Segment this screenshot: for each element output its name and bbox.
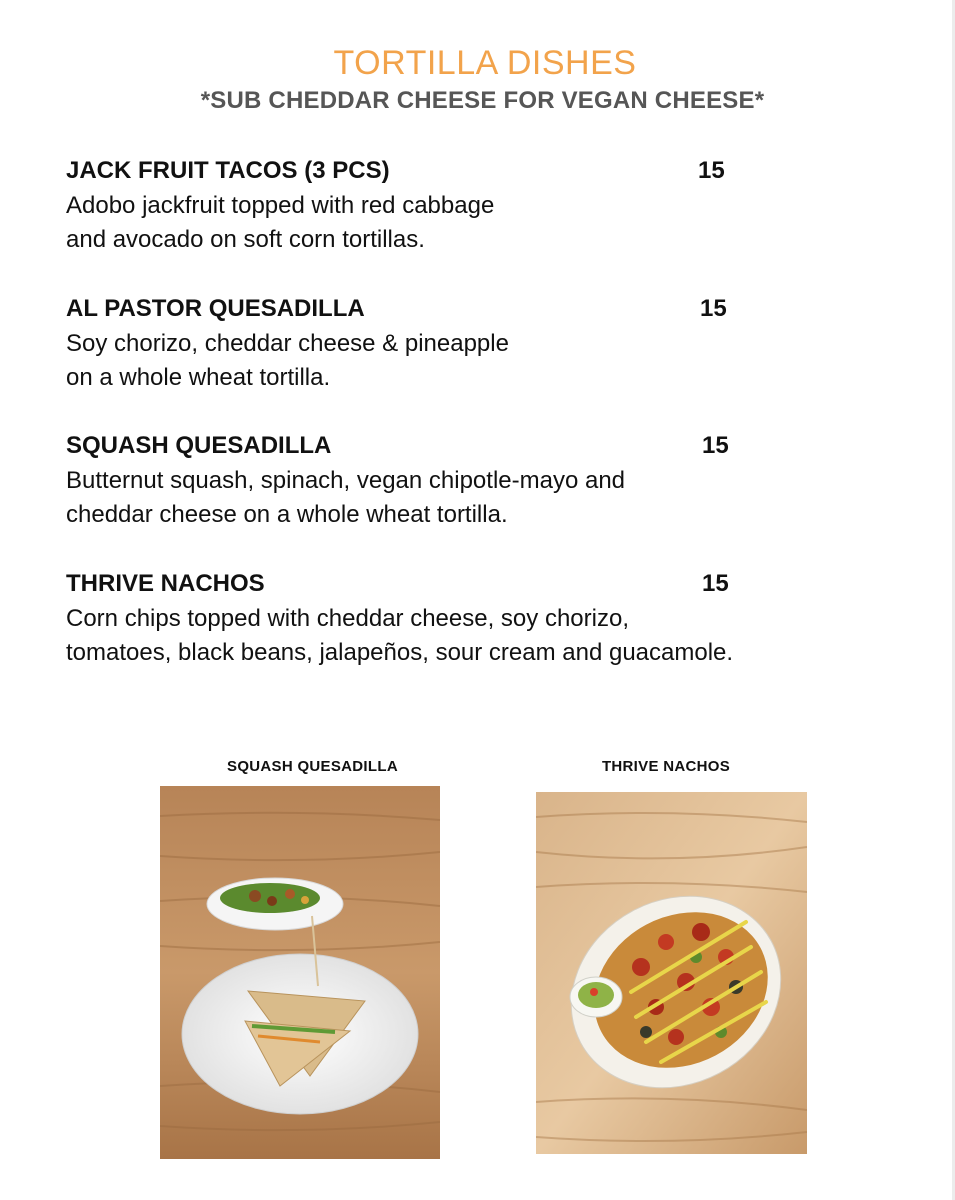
item-description [66,602,926,670]
photo-caption-thrive-nachos: THRIVE NACHOS [601,758,731,775]
item-description [66,327,926,395]
item-description-line: on a whole wheat tortilla. [66,364,331,391]
item-price: 15 [700,295,727,322]
squash-quesadilla-photo [160,786,440,1159]
item-price: 15 [698,157,725,184]
menu-item-thrive-nachos [66,569,926,670]
page-subtitle: *SUB CHEDDAR CHEESE FOR VEGAN CHEESE* [200,87,765,114]
item-price: 15 [702,432,729,459]
thrive-nachos-photo [536,792,807,1154]
item-name: JACK FRUIT TACOS (3 PCS) [66,157,390,184]
menu-item-al-pastor-quesadilla [66,294,926,395]
item-description-line: tomatoes, black beans, jalapeños, sour cream and guacamole. [66,639,734,666]
menu-item-jack-fruit-tacos [66,156,926,257]
photo-caption-squash-quesadilla: SQUASH QUESADILLA [227,758,398,775]
item-description [66,189,926,257]
item-name: AL PASTOR QUESADILLA [66,295,365,322]
menu-item-squash-quesadilla [66,431,926,532]
item-description-line: Butternut squash, spinach, vegan chipotle-mayo and [66,467,626,494]
item-description-line: Soy chorizo, cheddar cheese & pineapple [66,330,509,357]
item-price: 15 [702,570,729,597]
item-name: THRIVE NACHOS [66,570,265,597]
item-description [66,464,926,532]
item-description-line: cheddar cheese on a whole wheat tortilla. [66,501,508,528]
item-description-line: and avocado on soft corn tortillas. [66,226,425,253]
item-description-line: Adobo jackfruit topped with red cabbage [66,192,495,219]
item-name: SQUASH QUESADILLA [66,432,332,459]
item-description-line: Corn chips topped with cheddar cheese, soy chorizo, [66,605,629,632]
page-title: TORTILLA DISHES [333,44,637,82]
